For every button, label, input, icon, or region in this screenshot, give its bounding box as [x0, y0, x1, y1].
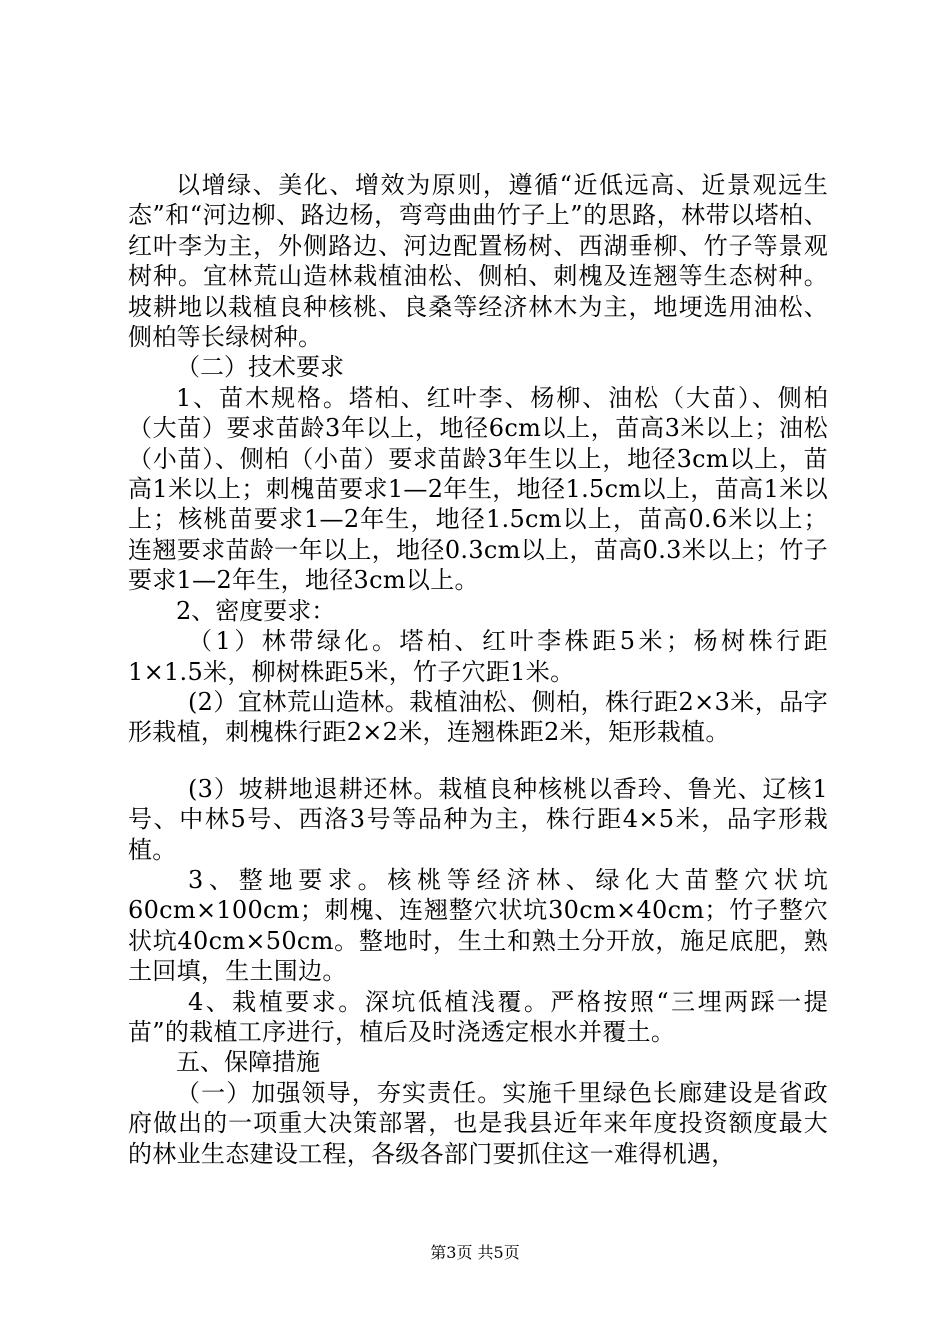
heading-technical-requirements: （二）技术要求 — [176, 353, 344, 382]
paragraph-strengthen-leadership: （一）加强领导，夯实责任。实施千里绿色长廊建设是省政府做出的一项重大决策部署，也是我县近年来年度投资额度最大的林业生态建设工程，各级各部门要抓住这一难得机遇， — [128, 1078, 828, 1168]
spacer — [128, 748, 828, 774]
document-body — [128, 170, 828, 1169]
heading-safeguard-measures: 五、保障措施 — [176, 1048, 320, 1077]
paragraph-density-barren-hills: (2）宜林荒山造林。栽植油松、侧柏，株行距2×3米，品字形栽植，刺槐株行距2×2米，连翘株距2米，矩形栽植。 — [128, 687, 828, 747]
paragraph-land-preparation: 3、整地要求。核桃等经济林、绿化大苗整穴状坑60cm×100cm；刺槐、连翘整穴状坑30cm×40cm；竹子整穴状坑40cm×50cm。整地时，生土和熟土分开放，施足底肥，熟土回填，生土围边。 — [128, 865, 828, 986]
paragraph-principle: 以增绿、美化、增效为原则，遵循“近低远高、近景观远生态”和“河边柳、路边杨，弯弯曲曲竹子上”的思路，林带以塔柏、红叶李为主，外侧路边、河边配置杨树、西湖垂柳、竹子等景观树种。宜林荒山造林栽植油松、侧柏、刺槐及连翘等生态树种。坡耕地以栽植良种核桃、良桑等经济林木为主，地埂选用油松、侧柏等长绿树种。 — [128, 171, 828, 352]
paragraph-density-slope-farmland: (3）坡耕地退耕还林。栽植良种核桃以香玲、鲁光、辽核1号、中林5号、西洛3号等品种为主，株行距4×5米，品字形栽植。 — [128, 774, 828, 864]
paragraph-seedling-spec: 1、苗木规格。塔柏、红叶李、杨柳、油松（大苗）、侧柏（大苗）要求苗龄3年以上，地径6cm以上，苗高3米以上；油松（小苗）、侧柏（小苗）要求苗龄3年生以上，地径3cm以上，苗高1米以上；刺槐苗要求1—2年生，地径1.5cm以上，苗高1米以上；核桃苗要求1—2年生，地径1.5cm以上，苗高0.6米以上；连翘要求苗龄一年以上，地径0.3cm以上，苗高0.3米以上；竹子要求1—2年生，地径3cm以上。 — [128, 383, 828, 595]
paragraph-density-forest-belt: （1）林带绿化。塔柏、红叶李株距5米；杨树株行距1×1.5米，柳树株距5米，竹子穴距1米。 — [128, 627, 828, 686]
heading-density-requirements: 2、密度要求： — [176, 596, 336, 625]
paragraph-planting-requirements: 4、栽植要求。深坑低植浅覆。严格按照“三埋两踩一提苗”的栽植工序进行，植后及时浇透定根水并覆土。 — [128, 987, 828, 1046]
page-footer: 第3页 共5页 — [430, 1243, 520, 1262]
